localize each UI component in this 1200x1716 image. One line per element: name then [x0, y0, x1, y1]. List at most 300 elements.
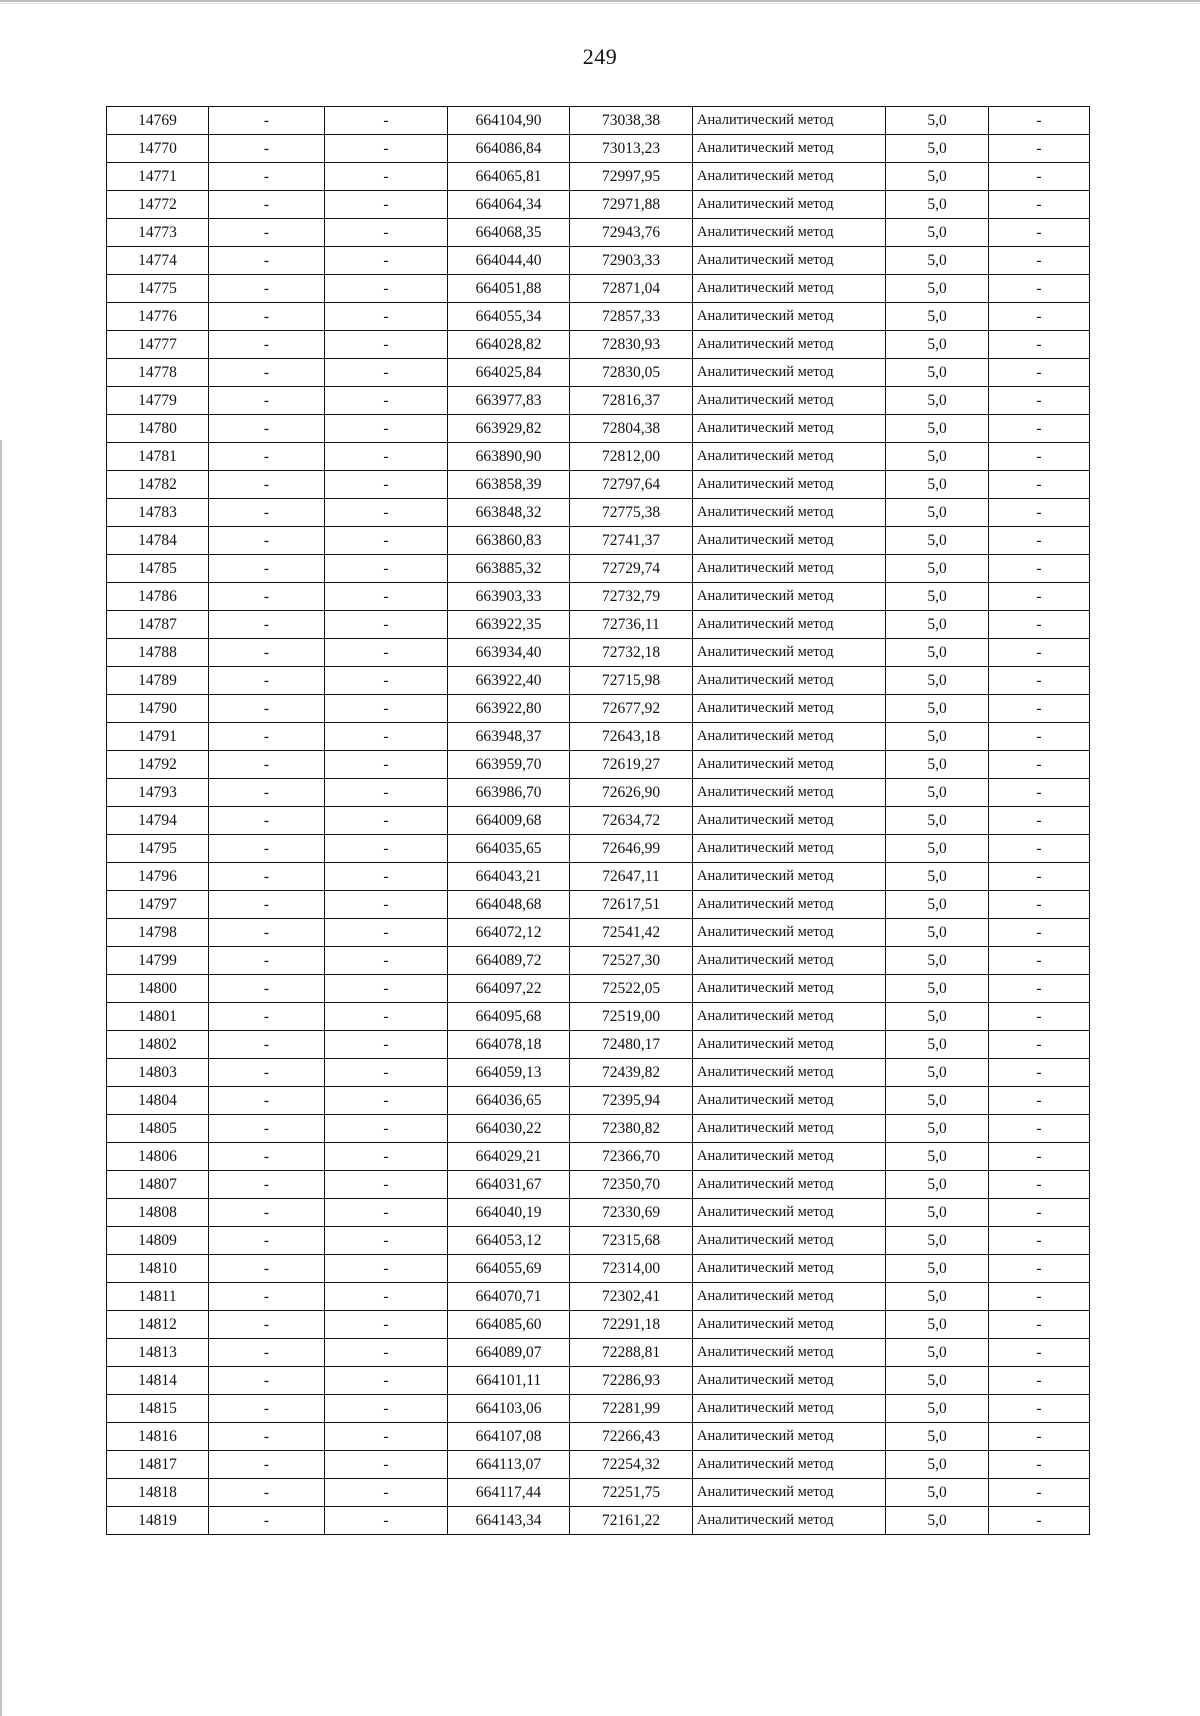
note-cell: - [989, 583, 1090, 611]
y-coordinate-cell: 72314,00 [570, 1255, 693, 1283]
method-cell: Аналитический метод [693, 443, 886, 471]
accuracy-cell: 5,0 [886, 1479, 989, 1507]
method-cell: Аналитический метод [693, 471, 886, 499]
accuracy-cell: 5,0 [886, 1395, 989, 1423]
y-coordinate-cell: 72634,72 [570, 807, 693, 835]
table-row [107, 919, 1090, 947]
table-row [107, 779, 1090, 807]
x-coordinate-cell: 663948,37 [448, 723, 570, 751]
table-row [107, 1507, 1090, 1535]
method-cell: Аналитический метод [693, 1115, 886, 1143]
dash-cell: - [325, 807, 448, 835]
x-coordinate-cell: 664065,81 [448, 163, 570, 191]
note-cell: - [989, 611, 1090, 639]
accuracy-cell: 5,0 [886, 359, 989, 387]
accuracy-cell: 5,0 [886, 1311, 989, 1339]
y-coordinate-cell: 72302,41 [570, 1283, 693, 1311]
note-cell: - [989, 331, 1090, 359]
dash-cell: - [209, 835, 325, 863]
y-coordinate-cell: 73013,23 [570, 135, 693, 163]
method-cell: Аналитический метод [693, 975, 886, 1003]
x-coordinate-cell: 664035,65 [448, 835, 570, 863]
point-number-cell: 14769 [107, 107, 209, 135]
table-row [107, 499, 1090, 527]
dash-cell: - [325, 1171, 448, 1199]
method-cell: Аналитический метод [693, 555, 886, 583]
x-coordinate-cell: 664036,65 [448, 1087, 570, 1115]
point-number-cell: 14775 [107, 275, 209, 303]
y-coordinate-cell: 72775,38 [570, 499, 693, 527]
point-number-cell: 14817 [107, 1451, 209, 1479]
table-row [107, 191, 1090, 219]
point-number-cell: 14784 [107, 527, 209, 555]
table-row [107, 471, 1090, 499]
dash-cell: - [325, 387, 448, 415]
dash-cell: - [209, 947, 325, 975]
y-coordinate-cell: 72830,93 [570, 331, 693, 359]
method-cell: Аналитический метод [693, 1003, 886, 1031]
method-cell: Аналитический метод [693, 275, 886, 303]
dash-cell: - [209, 1339, 325, 1367]
y-coordinate-cell: 72315,68 [570, 1227, 693, 1255]
dash-cell: - [325, 723, 448, 751]
accuracy-cell: 5,0 [886, 751, 989, 779]
table-row [107, 135, 1090, 163]
point-number-cell: 14797 [107, 891, 209, 919]
accuracy-cell: 5,0 [886, 779, 989, 807]
table-row [107, 331, 1090, 359]
dash-cell: - [325, 863, 448, 891]
y-coordinate-cell: 72647,11 [570, 863, 693, 891]
point-number-cell: 14788 [107, 639, 209, 667]
point-number-cell: 14789 [107, 667, 209, 695]
dash-cell: - [325, 191, 448, 219]
table-row [107, 1059, 1090, 1087]
table-row [107, 219, 1090, 247]
dash-cell: - [325, 667, 448, 695]
x-coordinate-cell: 664029,21 [448, 1143, 570, 1171]
note-cell: - [989, 807, 1090, 835]
method-cell: Аналитический метод [693, 1479, 886, 1507]
x-coordinate-cell: 664086,84 [448, 135, 570, 163]
method-cell: Аналитический метод [693, 1031, 886, 1059]
method-cell: Аналитический метод [693, 1171, 886, 1199]
accuracy-cell: 5,0 [886, 1283, 989, 1311]
dash-cell: - [209, 919, 325, 947]
method-cell: Аналитический метод [693, 863, 886, 891]
point-number-cell: 14779 [107, 387, 209, 415]
dash-cell: - [209, 1255, 325, 1283]
x-coordinate-cell: 664107,08 [448, 1423, 570, 1451]
point-number-cell: 14776 [107, 303, 209, 331]
x-coordinate-cell: 664097,22 [448, 975, 570, 1003]
dash-cell: - [209, 1227, 325, 1255]
dash-cell: - [209, 247, 325, 275]
point-number-cell: 14770 [107, 135, 209, 163]
method-cell: Аналитический метод [693, 751, 886, 779]
x-coordinate-cell: 664117,44 [448, 1479, 570, 1507]
dash-cell: - [209, 387, 325, 415]
y-coordinate-cell: 72677,92 [570, 695, 693, 723]
note-cell: - [989, 303, 1090, 331]
note-cell: - [989, 1003, 1090, 1031]
x-coordinate-cell: 664113,07 [448, 1451, 570, 1479]
dash-cell: - [209, 1507, 325, 1535]
table-row [107, 1003, 1090, 1031]
dash-cell: - [325, 919, 448, 947]
table-row [107, 1311, 1090, 1339]
note-cell: - [989, 723, 1090, 751]
table-row [107, 1199, 1090, 1227]
x-coordinate-cell: 664072,12 [448, 919, 570, 947]
note-cell: - [989, 947, 1090, 975]
y-coordinate-cell: 72903,33 [570, 247, 693, 275]
table-row [107, 975, 1090, 1003]
dash-cell: - [325, 1283, 448, 1311]
dash-cell: - [209, 471, 325, 499]
accuracy-cell: 5,0 [886, 135, 989, 163]
dash-cell: - [209, 527, 325, 555]
point-number-cell: 14804 [107, 1087, 209, 1115]
x-coordinate-cell: 664068,35 [448, 219, 570, 247]
dash-cell: - [325, 891, 448, 919]
method-cell: Аналитический метод [693, 415, 886, 443]
y-coordinate-cell: 72816,37 [570, 387, 693, 415]
point-number-cell: 14792 [107, 751, 209, 779]
dash-cell: - [325, 303, 448, 331]
accuracy-cell: 5,0 [886, 891, 989, 919]
accuracy-cell: 5,0 [886, 1143, 989, 1171]
dash-cell: - [325, 275, 448, 303]
note-cell: - [989, 835, 1090, 863]
point-number-cell: 14806 [107, 1143, 209, 1171]
note-cell: - [989, 527, 1090, 555]
scan-edge-top-faint [0, 3, 1200, 4]
note-cell: - [989, 387, 1090, 415]
y-coordinate-cell: 72266,43 [570, 1423, 693, 1451]
note-cell: - [989, 359, 1090, 387]
y-coordinate-cell: 72729,74 [570, 555, 693, 583]
dash-cell: - [209, 1171, 325, 1199]
method-cell: Аналитический метод [693, 639, 886, 667]
method-cell: Аналитический метод [693, 611, 886, 639]
dash-cell: - [209, 135, 325, 163]
point-number-cell: 14810 [107, 1255, 209, 1283]
accuracy-cell: 5,0 [886, 835, 989, 863]
table-row [107, 1339, 1090, 1367]
dash-cell: - [325, 331, 448, 359]
accuracy-cell: 5,0 [886, 1507, 989, 1535]
dash-cell: - [325, 1031, 448, 1059]
method-cell: Аналитический метод [693, 303, 886, 331]
method-cell: Аналитический метод [693, 1507, 886, 1535]
y-coordinate-cell: 72161,22 [570, 1507, 693, 1535]
dash-cell: - [325, 1367, 448, 1395]
note-cell: - [989, 1087, 1090, 1115]
accuracy-cell: 5,0 [886, 863, 989, 891]
dash-cell: - [325, 1199, 448, 1227]
dash-cell: - [325, 1227, 448, 1255]
dash-cell: - [325, 1395, 448, 1423]
note-cell: - [989, 275, 1090, 303]
dash-cell: - [325, 415, 448, 443]
y-coordinate-cell: 72732,18 [570, 639, 693, 667]
dash-cell: - [209, 891, 325, 919]
note-cell: - [989, 1423, 1090, 1451]
x-coordinate-cell: 664053,12 [448, 1227, 570, 1255]
point-number-cell: 14796 [107, 863, 209, 891]
accuracy-cell: 5,0 [886, 1115, 989, 1143]
table-row [107, 611, 1090, 639]
method-cell: Аналитический метод [693, 527, 886, 555]
table-row [107, 1255, 1090, 1283]
accuracy-cell: 5,0 [886, 1423, 989, 1451]
table-row [107, 1227, 1090, 1255]
note-cell: - [989, 471, 1090, 499]
dash-cell: - [325, 527, 448, 555]
point-number-cell: 14798 [107, 919, 209, 947]
dash-cell: - [325, 639, 448, 667]
table-row [107, 891, 1090, 919]
method-cell: Аналитический метод [693, 1451, 886, 1479]
point-number-cell: 14786 [107, 583, 209, 611]
note-cell: - [989, 1339, 1090, 1367]
method-cell: Аналитический метод [693, 1367, 886, 1395]
method-cell: Аналитический метод [693, 1143, 886, 1171]
method-cell: Аналитический метод [693, 135, 886, 163]
dash-cell: - [325, 247, 448, 275]
method-cell: Аналитический метод [693, 1087, 886, 1115]
x-coordinate-cell: 664089,07 [448, 1339, 570, 1367]
note-cell: - [989, 1199, 1090, 1227]
x-coordinate-cell: 663903,33 [448, 583, 570, 611]
y-coordinate-cell: 72527,30 [570, 947, 693, 975]
dash-cell: - [325, 499, 448, 527]
y-coordinate-cell: 72395,94 [570, 1087, 693, 1115]
note-cell: - [989, 135, 1090, 163]
dash-cell: - [209, 107, 325, 135]
dash-cell: - [209, 1311, 325, 1339]
dash-cell: - [325, 471, 448, 499]
y-coordinate-cell: 72350,70 [570, 1171, 693, 1199]
dash-cell: - [209, 1031, 325, 1059]
table-row [107, 1031, 1090, 1059]
x-coordinate-cell: 663890,90 [448, 443, 570, 471]
x-coordinate-cell: 664085,60 [448, 1311, 570, 1339]
point-number-cell: 14790 [107, 695, 209, 723]
dash-cell: - [209, 863, 325, 891]
dash-cell: - [325, 1143, 448, 1171]
table-row [107, 723, 1090, 751]
dash-cell: - [325, 555, 448, 583]
point-number-cell: 14771 [107, 163, 209, 191]
note-cell: - [989, 751, 1090, 779]
table-row [107, 667, 1090, 695]
accuracy-cell: 5,0 [886, 695, 989, 723]
x-coordinate-cell: 664043,21 [448, 863, 570, 891]
table-row [107, 555, 1090, 583]
accuracy-cell: 5,0 [886, 807, 989, 835]
dash-cell: - [209, 611, 325, 639]
dash-cell: - [209, 1367, 325, 1395]
accuracy-cell: 5,0 [886, 471, 989, 499]
method-cell: Аналитический метод [693, 583, 886, 611]
method-cell: Аналитический метод [693, 331, 886, 359]
scan-edge-left [0, 440, 2, 1716]
accuracy-cell: 5,0 [886, 527, 989, 555]
point-number-cell: 14787 [107, 611, 209, 639]
table-row [107, 807, 1090, 835]
x-coordinate-cell: 663922,35 [448, 611, 570, 639]
point-number-cell: 14772 [107, 191, 209, 219]
method-cell: Аналитический метод [693, 919, 886, 947]
accuracy-cell: 5,0 [886, 219, 989, 247]
x-coordinate-cell: 664095,68 [448, 1003, 570, 1031]
x-coordinate-cell: 664070,71 [448, 1283, 570, 1311]
note-cell: - [989, 1031, 1090, 1059]
point-number-cell: 14805 [107, 1115, 209, 1143]
note-cell: - [989, 639, 1090, 667]
accuracy-cell: 5,0 [886, 1255, 989, 1283]
dash-cell: - [209, 303, 325, 331]
note-cell: - [989, 1255, 1090, 1283]
y-coordinate-cell: 72541,42 [570, 919, 693, 947]
method-cell: Аналитический метод [693, 1395, 886, 1423]
dash-cell: - [325, 443, 448, 471]
note-cell: - [989, 1507, 1090, 1535]
table-row [107, 1087, 1090, 1115]
note-cell: - [989, 1115, 1090, 1143]
accuracy-cell: 5,0 [886, 1339, 989, 1367]
dash-cell: - [325, 135, 448, 163]
dash-cell: - [209, 1143, 325, 1171]
method-cell: Аналитический метод [693, 1311, 886, 1339]
dash-cell: - [325, 1339, 448, 1367]
point-number-cell: 14815 [107, 1395, 209, 1423]
note-cell: - [989, 443, 1090, 471]
x-coordinate-cell: 664055,69 [448, 1255, 570, 1283]
table-row [107, 107, 1090, 135]
y-coordinate-cell: 72812,00 [570, 443, 693, 471]
dash-cell: - [209, 1283, 325, 1311]
note-cell: - [989, 191, 1090, 219]
point-number-cell: 14778 [107, 359, 209, 387]
method-cell: Аналитический метод [693, 163, 886, 191]
table-row [107, 303, 1090, 331]
note-cell: - [989, 1395, 1090, 1423]
point-number-cell: 14795 [107, 835, 209, 863]
point-number-cell: 14809 [107, 1227, 209, 1255]
y-coordinate-cell: 72251,75 [570, 1479, 693, 1507]
y-coordinate-cell: 72804,38 [570, 415, 693, 443]
dash-cell: - [325, 583, 448, 611]
y-coordinate-cell: 72291,18 [570, 1311, 693, 1339]
dash-cell: - [325, 1451, 448, 1479]
accuracy-cell: 5,0 [886, 975, 989, 1003]
dash-cell: - [209, 163, 325, 191]
dash-cell: - [209, 751, 325, 779]
x-coordinate-cell: 663848,32 [448, 499, 570, 527]
x-coordinate-cell: 664059,13 [448, 1059, 570, 1087]
dash-cell: - [325, 1003, 448, 1031]
method-cell: Аналитический метод [693, 1255, 886, 1283]
accuracy-cell: 5,0 [886, 583, 989, 611]
accuracy-cell: 5,0 [886, 1367, 989, 1395]
note-cell: - [989, 975, 1090, 1003]
table-row [107, 275, 1090, 303]
dash-cell: - [209, 219, 325, 247]
dash-cell: - [325, 107, 448, 135]
y-coordinate-cell: 72871,04 [570, 275, 693, 303]
dash-cell: - [209, 779, 325, 807]
point-number-cell: 14773 [107, 219, 209, 247]
method-cell: Аналитический метод [693, 1199, 886, 1227]
point-number-cell: 14811 [107, 1283, 209, 1311]
note-cell: - [989, 163, 1090, 191]
method-cell: Аналитический метод [693, 947, 886, 975]
accuracy-cell: 5,0 [886, 163, 989, 191]
x-coordinate-cell: 664103,06 [448, 1395, 570, 1423]
dash-cell: - [325, 835, 448, 863]
method-cell: Аналитический метод [693, 807, 886, 835]
accuracy-cell: 5,0 [886, 247, 989, 275]
note-cell: - [989, 1227, 1090, 1255]
dash-cell: - [325, 1479, 448, 1507]
x-coordinate-cell: 664051,88 [448, 275, 570, 303]
note-cell: - [989, 919, 1090, 947]
method-cell: Аналитический метод [693, 1227, 886, 1255]
dash-cell: - [325, 1255, 448, 1283]
table-row [107, 835, 1090, 863]
dash-cell: - [209, 1199, 325, 1227]
accuracy-cell: 5,0 [886, 1227, 989, 1255]
note-cell: - [989, 1367, 1090, 1395]
x-coordinate-cell: 664025,84 [448, 359, 570, 387]
table-row [107, 1367, 1090, 1395]
y-coordinate-cell: 72997,95 [570, 163, 693, 191]
method-cell: Аналитический метод [693, 779, 886, 807]
method-cell: Аналитический метод [693, 667, 886, 695]
note-cell: - [989, 1143, 1090, 1171]
accuracy-cell: 5,0 [886, 1199, 989, 1227]
dash-cell: - [209, 1479, 325, 1507]
dash-cell: - [209, 1003, 325, 1031]
dash-cell: - [209, 359, 325, 387]
dash-cell: - [325, 1423, 448, 1451]
accuracy-cell: 5,0 [886, 1087, 989, 1115]
x-coordinate-cell: 664078,18 [448, 1031, 570, 1059]
note-cell: - [989, 1171, 1090, 1199]
table-row [107, 387, 1090, 415]
y-coordinate-cell: 72971,88 [570, 191, 693, 219]
table-row [107, 1479, 1090, 1507]
table-row [107, 751, 1090, 779]
y-coordinate-cell: 72366,70 [570, 1143, 693, 1171]
point-number-cell: 14816 [107, 1423, 209, 1451]
dash-cell: - [209, 807, 325, 835]
dash-cell: - [209, 415, 325, 443]
accuracy-cell: 5,0 [886, 667, 989, 695]
x-coordinate-cell: 664064,34 [448, 191, 570, 219]
scan-edge-top [0, 0, 1200, 2]
note-cell: - [989, 695, 1090, 723]
dash-cell: - [325, 1311, 448, 1339]
accuracy-cell: 5,0 [886, 611, 989, 639]
x-coordinate-cell: 664089,72 [448, 947, 570, 975]
point-number-cell: 14791 [107, 723, 209, 751]
dash-cell: - [209, 723, 325, 751]
x-coordinate-cell: 664143,34 [448, 1507, 570, 1535]
